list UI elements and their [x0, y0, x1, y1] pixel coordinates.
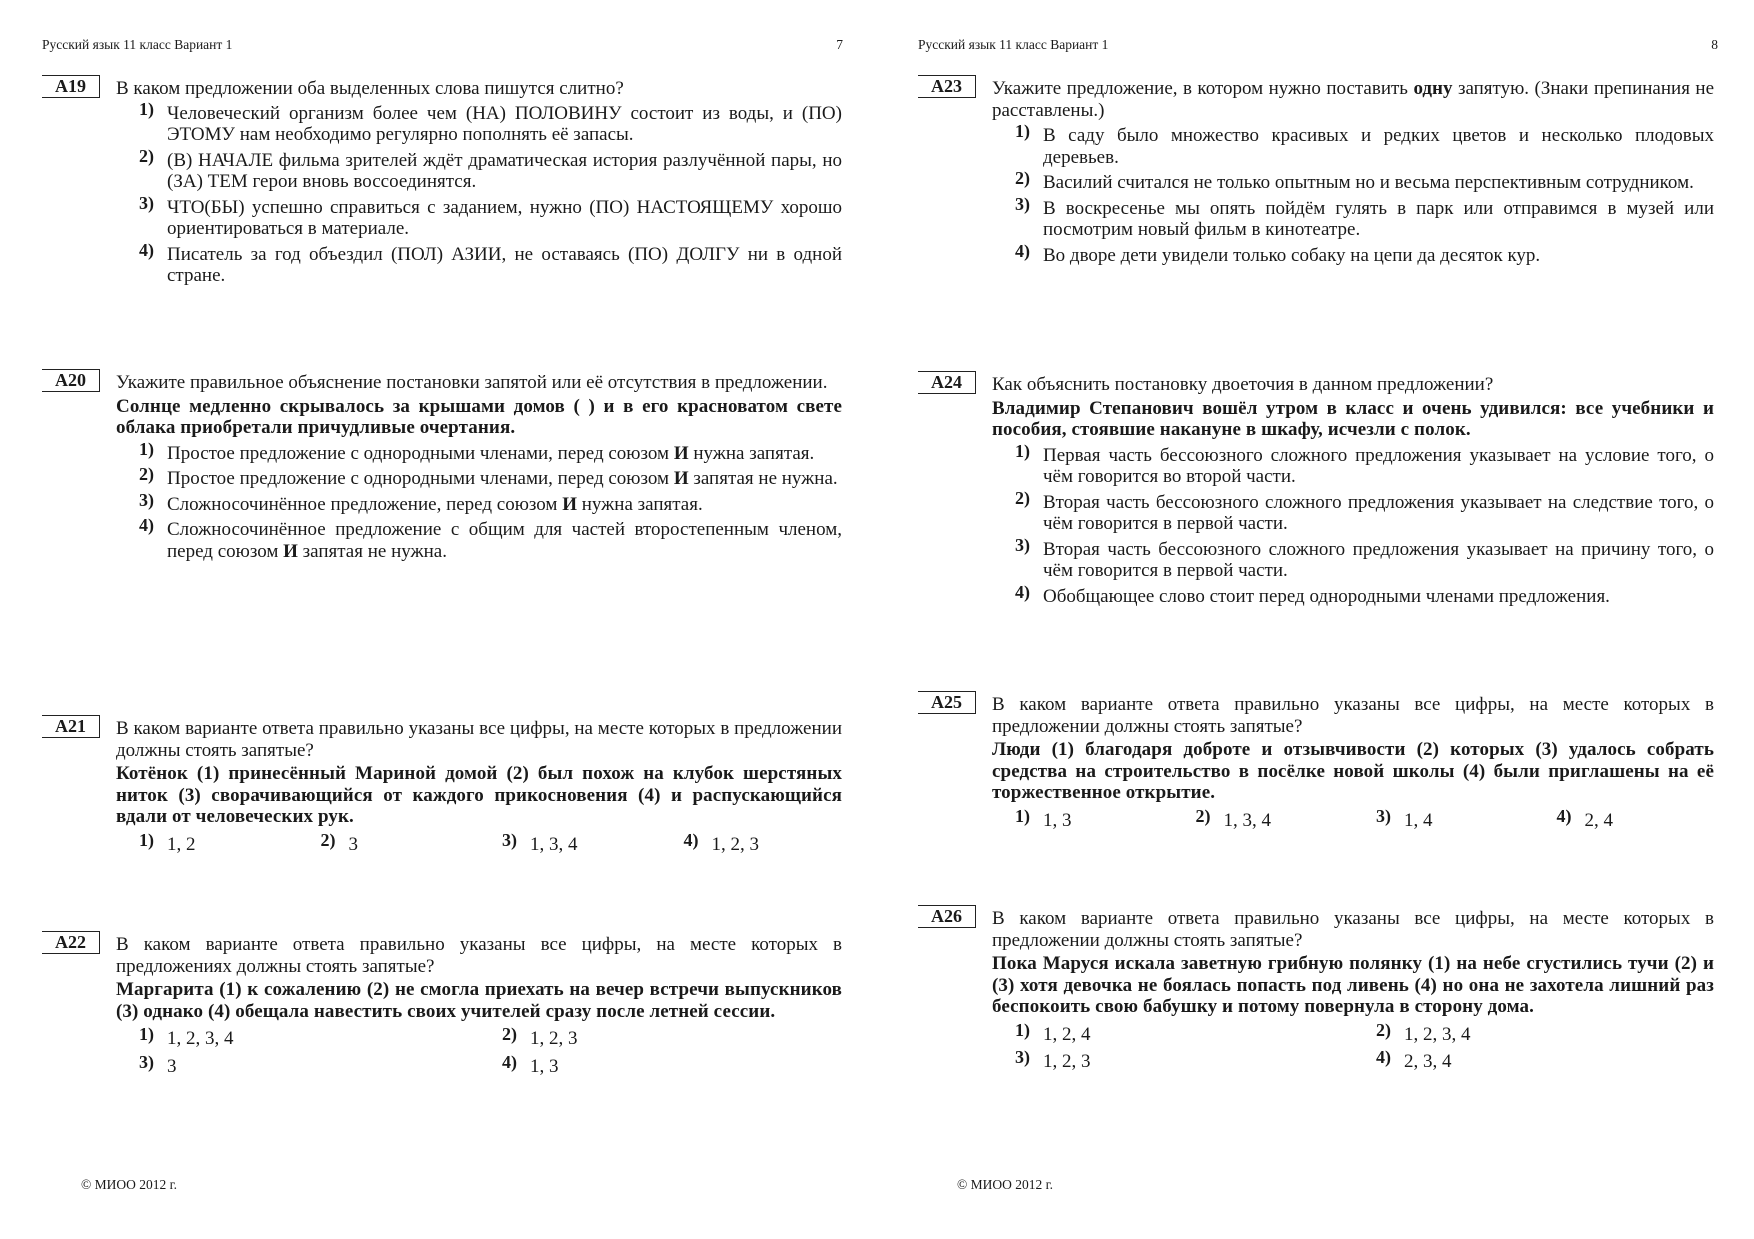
option-number: 1)	[139, 98, 154, 119]
option-2[interactable]	[116, 145, 842, 193]
option-text-end: нужна запятая.	[577, 493, 703, 515]
option-text: 1, 2, 3	[1043, 1051, 1091, 1072]
option-text: В саду было множество красивых и редких цветов и несколько плодовых деревьев.	[1043, 125, 1714, 168]
option-text: 1, 2, 3	[530, 1028, 578, 1049]
option-1[interactable]	[992, 440, 1714, 488]
option-4[interactable]	[1353, 1047, 1714, 1073]
task-label: А26	[918, 906, 976, 928]
option-text: Первая часть бессоюзного сложного предложения указывает на условие того, о чём говорится во второй части.	[1043, 444, 1714, 487]
task-a22	[42, 934, 842, 1083]
question-text: В каком предложении оба выделенных слова пишутся слитно?	[116, 78, 624, 99]
question-sentence: Владимир Степанович вошёл утром в класс и очень удивился: все учебники и пособия, стоявшие накануне в шкафу, исчезли с полок.	[992, 397, 1714, 440]
question-text-end: запятую. (Знаки препинания не расставлены.)	[992, 78, 1715, 121]
option-2[interactable]	[1353, 1019, 1714, 1046]
option-text-end: нужна запятая.	[688, 442, 815, 464]
option-number: 4)	[1015, 240, 1030, 261]
question-emphasis: одну	[1413, 78, 1453, 99]
task-label: А25	[918, 692, 976, 714]
option-text: В воскресенье мы опять пойдём гулять в парк или отправимся в музей или посмотрим новый фильм в кинотеатре.	[1043, 197, 1714, 240]
page-number: 7	[836, 37, 843, 52]
task-a26	[918, 908, 1714, 1079]
option-3[interactable]	[116, 489, 842, 516]
option-4[interactable]	[992, 581, 1714, 608]
option-text: Обобщающее слово стоит перед однородными членами предложения.	[1043, 585, 1610, 607]
option-1[interactable]	[116, 98, 842, 146]
option-text: 1, 2, 4	[1043, 1023, 1091, 1045]
question-text: Как объяснить постановку двоеточия в данном предложении?	[992, 374, 1494, 395]
option-number: 4)	[139, 515, 154, 535]
option-4[interactable]	[116, 515, 842, 562]
option-number: 1)	[1015, 1019, 1030, 1040]
option-1[interactable]	[116, 438, 842, 465]
option-number: 3)	[1376, 805, 1391, 826]
option-text: 3	[348, 833, 358, 855]
option-number: 1)	[139, 1024, 154, 1044]
option-4[interactable]	[661, 829, 843, 856]
option-text: 1, 2, 3, 4	[167, 1028, 234, 1049]
option-text: Вторая часть бессоюзного сложного предложения указывает на следствие того, о чём говорится в первой части.	[1043, 491, 1714, 534]
options-list	[992, 121, 1714, 266]
option-text: Сложносочинённое предложение с общим для частей второстепенным членом, перед союзом	[167, 519, 842, 562]
option-text: 1, 3, 4	[1223, 809, 1271, 831]
option-1[interactable]	[992, 121, 1714, 168]
option-text-end: запятая не нужна.	[688, 468, 838, 489]
option-3[interactable]	[116, 1051, 479, 1078]
option-number: 2)	[1195, 805, 1211, 826]
header-title: Русский язык 11 класс Вариант 1	[918, 37, 1109, 52]
option-2[interactable]	[1173, 805, 1354, 832]
option-number: 3)	[502, 829, 517, 850]
option-text: 1, 4	[1404, 809, 1433, 831]
option-number: 2)	[139, 145, 154, 166]
option-number: 1)	[139, 438, 154, 459]
conjunction: И	[673, 442, 689, 464]
option-text: Человеческий организм более чем (НА) ПОЛОВИНУ состоит из воды, и (ПО) ЭТОМУ нам необходимо регулярно пополнять её запасы.	[167, 102, 842, 145]
option-text: 1, 2, 3	[711, 833, 759, 855]
option-number: 1)	[139, 829, 154, 850]
footer-copyright: © МИОО 2012 г.	[81, 1177, 178, 1192]
option-number: 2)	[320, 829, 336, 850]
option-text: (В) НАЧАЛЕ фильма зрителей ждёт драматическая история разлучённой пары, но (ЗА) ТЕМ герои вновь воссоединятся.	[167, 149, 842, 192]
option-text: 2, 3, 4	[1404, 1051, 1452, 1072]
question-text	[992, 78, 1714, 121]
option-text-end: запятая не нужна.	[297, 540, 447, 562]
options-list	[992, 805, 1714, 832]
question-text: В каком варианте ответа правильно указаны все цифры, на месте которых в предложении должны стоять запятые?	[116, 718, 842, 761]
options-list	[116, 98, 842, 287]
question-sentence: Солнце медленно скрывалось за крышами домов ( ) и в его красноватом свете облака приобретали причудливые очертания.	[116, 395, 842, 438]
option-2[interactable]	[992, 168, 1714, 194]
option-text: Во дворе дети увидели только собаку на цепи да десяток кур.	[1043, 244, 1541, 266]
option-text: 1, 3	[530, 1055, 559, 1077]
task-label: А23	[918, 76, 976, 98]
header-title: Русский язык 11 класс Вариант 1	[42, 37, 233, 52]
task-label: А21	[42, 716, 100, 738]
question-text: Укажите правильное объяснение постановки запятой или её отсутствия в предложении.	[116, 372, 828, 393]
option-text: 3	[167, 1055, 177, 1077]
option-number: 1)	[1015, 121, 1030, 141]
option-number: 1)	[1015, 805, 1030, 826]
option-number: 4)	[1376, 1047, 1391, 1067]
option-text: Вторая часть бессоюзного сложного предложения указывает на причину того, о чём говорится в первой части.	[1043, 538, 1714, 581]
option-text: Писатель за год объездил (ПОЛ) АЗИИ, не оставаясь (ПО) ДОЛГУ ни в одной стране.	[167, 243, 842, 286]
option-number: 2)	[1015, 487, 1030, 508]
option-3[interactable]	[479, 829, 661, 856]
right-page	[877, 0, 1754, 1239]
option-3[interactable]	[1353, 805, 1534, 832]
options-list	[992, 1019, 1714, 1079]
option-3[interactable]	[116, 192, 842, 240]
conjunction: И	[283, 540, 298, 562]
option-number: 3)	[1015, 1047, 1030, 1067]
option-4[interactable]	[1534, 805, 1715, 832]
task-a24	[918, 374, 1714, 611]
option-number: 3)	[1015, 193, 1030, 214]
options-list	[116, 829, 842, 856]
footer-copyright: © МИОО 2012 г.	[957, 1177, 1054, 1192]
option-text: 1, 3	[1043, 809, 1072, 831]
option-2[interactable]	[992, 487, 1714, 535]
option-2[interactable]	[298, 829, 480, 856]
question-sentence: Люди (1) благодаря доброте и отзывчивости (2) которых (3) удалось собрать средства на строительство в посёлке новой школы (4) были приглашены на её торжественное открытие.	[992, 739, 1714, 803]
task-a19	[42, 78, 842, 291]
option-3[interactable]	[992, 534, 1714, 582]
option-text: 2, 4	[1584, 809, 1613, 831]
option-4[interactable]	[992, 240, 1714, 267]
option-text: Василий считался не только опытным но и весьма перспективным сотрудником.	[1043, 172, 1694, 193]
option-number: 3)	[139, 1051, 154, 1072]
options-list	[992, 440, 1714, 608]
option-text: 1, 2	[167, 833, 196, 855]
option-number: 4)	[1015, 581, 1030, 602]
task-a25	[918, 694, 1714, 831]
option-2[interactable]	[479, 1024, 842, 1050]
option-number: 2)	[1376, 1019, 1391, 1040]
question-text: В каком варианте ответа правильно указаны все цифры, на месте которых в предложении должны стоять запятые?	[992, 908, 1714, 951]
option-text: Простое предложение с однородными членами, перед союзом	[167, 442, 674, 464]
option-number: 1)	[1015, 440, 1030, 461]
task-a23	[918, 78, 1714, 270]
option-2[interactable]	[116, 464, 842, 490]
option-1[interactable]	[992, 1019, 1353, 1046]
option-1[interactable]	[992, 805, 1173, 832]
option-text: 1, 2, 3, 4	[1404, 1023, 1471, 1045]
option-number: 4)	[683, 829, 699, 850]
option-number: 3)	[1015, 534, 1030, 555]
task-label: А19	[42, 76, 100, 98]
question-sentence: Пока Маруся искала заветную грибную полянку (1) на небе сгустились тучи (2) и (3) хотя девочка не боялась попасть под ливень (4) но она не захотела лишний раз беспокоить свою бабушку и потому повернула в сторону дома.	[992, 953, 1714, 1017]
task-label: А22	[42, 932, 100, 954]
option-text: Простое предложение с однородными членами, перед союзом	[167, 468, 674, 489]
question-text: В каком варианте ответа правильно указаны все цифры, на месте которых в предложении должны стоять запятые?	[992, 694, 1714, 737]
option-3[interactable]	[992, 1047, 1353, 1073]
task-a21	[42, 718, 842, 855]
options-list	[116, 438, 842, 563]
option-text: Сложносочинённое предложение, перед союзом	[167, 493, 563, 515]
option-4[interactable]	[479, 1051, 842, 1078]
task-label: А20	[42, 370, 100, 392]
option-number: 2)	[139, 464, 154, 484]
option-text: ЧТО(БЫ) успешно справиться с заданием, нужно (ПО) НАСТОЯЩЕМУ хорошо ориентироваться в материале.	[167, 196, 842, 239]
option-number: 3)	[139, 192, 154, 213]
option-1[interactable]	[116, 829, 298, 856]
option-number: 3)	[139, 489, 154, 510]
question-sentence: Котёнок (1) принесённый Мариной домой (2) был похож на клубок шерстяных ниток (3) сворачивающийся от каждого прикосновения (4) и распускающийся вдали от человеческих рук.	[116, 763, 842, 827]
option-4[interactable]	[116, 239, 842, 287]
page-number: 8	[1711, 37, 1718, 52]
conjunction: И	[673, 468, 689, 489]
question-sentence: Маргарита (1) к сожалению (2) не смогла приехать на вечер встречи выпускников (3) однако (4) обещала навестить своих учителей сразу после летней сессии.	[116, 979, 842, 1022]
option-number: 4)	[502, 1051, 517, 1072]
task-label: А24	[918, 372, 976, 394]
question-text: В каком варианте ответа правильно указаны все цифры, на месте которых в предложениях должны стоять запятые?	[116, 934, 842, 977]
task-a20	[42, 372, 842, 566]
question-text-start: Укажите предложение, в котором нужно поставить	[992, 78, 1414, 99]
option-number: 4)	[1556, 805, 1572, 826]
option-text: 1, 3, 4	[530, 833, 578, 855]
option-1[interactable]	[116, 1024, 479, 1050]
option-number: 2)	[502, 1024, 517, 1044]
options-list	[116, 1024, 842, 1083]
option-3[interactable]	[992, 193, 1714, 241]
option-number: 2)	[1015, 168, 1030, 188]
option-number: 4)	[139, 239, 154, 260]
conjunction: И	[562, 493, 577, 515]
